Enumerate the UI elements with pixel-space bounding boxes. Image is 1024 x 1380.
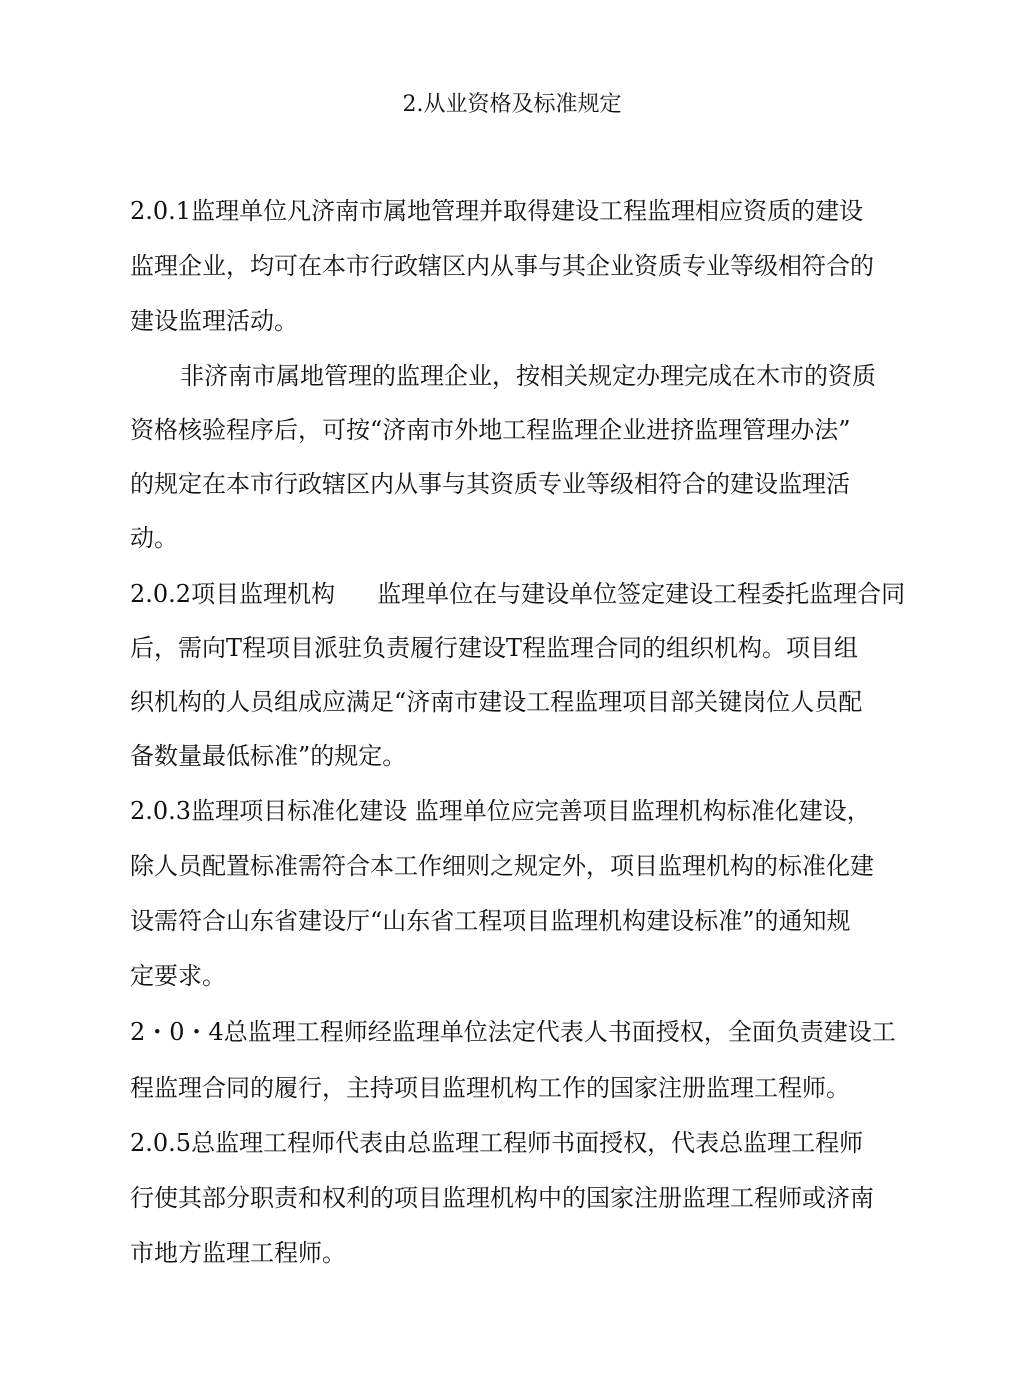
text-line: 建设监理活动。 xyxy=(130,307,298,335)
text-line: 除人员配置标准需符合本工作细则之规定外，项目监理机构的标准化建 xyxy=(130,852,874,880)
text-line: 织机构的人员组成应满足“济南市建设工程监理项目部关键岗位人员配 xyxy=(130,688,863,716)
text-line: 动。 xyxy=(130,524,178,552)
text-line: 后，需向T程项目派驻负责履行建设T程监理合同的组织机构。项目组 xyxy=(130,634,859,662)
text-line: 程监理合同的履行，主持项目监理机构工作的国家注册监理工程师。 xyxy=(130,1074,850,1102)
page-title: 2.从业资格及标准规定 xyxy=(402,92,622,117)
section-heading: 2.0.2项目监理机构 xyxy=(130,580,336,608)
text-line: 监理企业，均可在本市行政辖区内从事与其企业资质专业等级相符合的 xyxy=(130,252,874,280)
text-line xyxy=(130,578,905,610)
text-line: 2.0.1监理单位凡济南市属地管理并取得建设工程监理相应资质的建设 xyxy=(130,197,864,225)
text-line: 2・0・4总监理工程师经监理单位法定代表人书面授权，全面负责建设工 xyxy=(130,1018,896,1046)
text-line: 2.0.3监理项目标准化建设 监理单位应完善项目监理机构标准化建设， xyxy=(130,797,871,825)
section-text: 监理单位在与建设单位签定建设工程委托监理合同 xyxy=(377,580,906,608)
text-line: 设需符合山东省建设厅“山东省工程项目监理机构建设标准”的通知规 xyxy=(130,907,851,935)
text-line: 行使其部分职责和权利的项目监理机构中的国家注册监理工程师或济南 xyxy=(130,1184,874,1212)
text-line: 定要求。 xyxy=(130,962,226,990)
text-line: 备数量最低标准”的规定。 xyxy=(130,742,407,770)
text-line: 非济南市属地管理的监理企业，按相关规定办理完成在木市的资质 xyxy=(180,362,876,390)
text-line: 市地方监理工程师。 xyxy=(130,1239,346,1267)
text-line: 2.0.5总监理工程师代表由总监理工程师书面授权，代表总监理工程师 xyxy=(130,1129,864,1157)
text-line: 的规定在本市行政辖区内从事与其资质专业等级相符合的建设监理活 xyxy=(130,470,850,498)
text-line: 资格核验程序后，可按“济南市外地工程监理企业进挤监理管理办法” xyxy=(130,416,851,444)
